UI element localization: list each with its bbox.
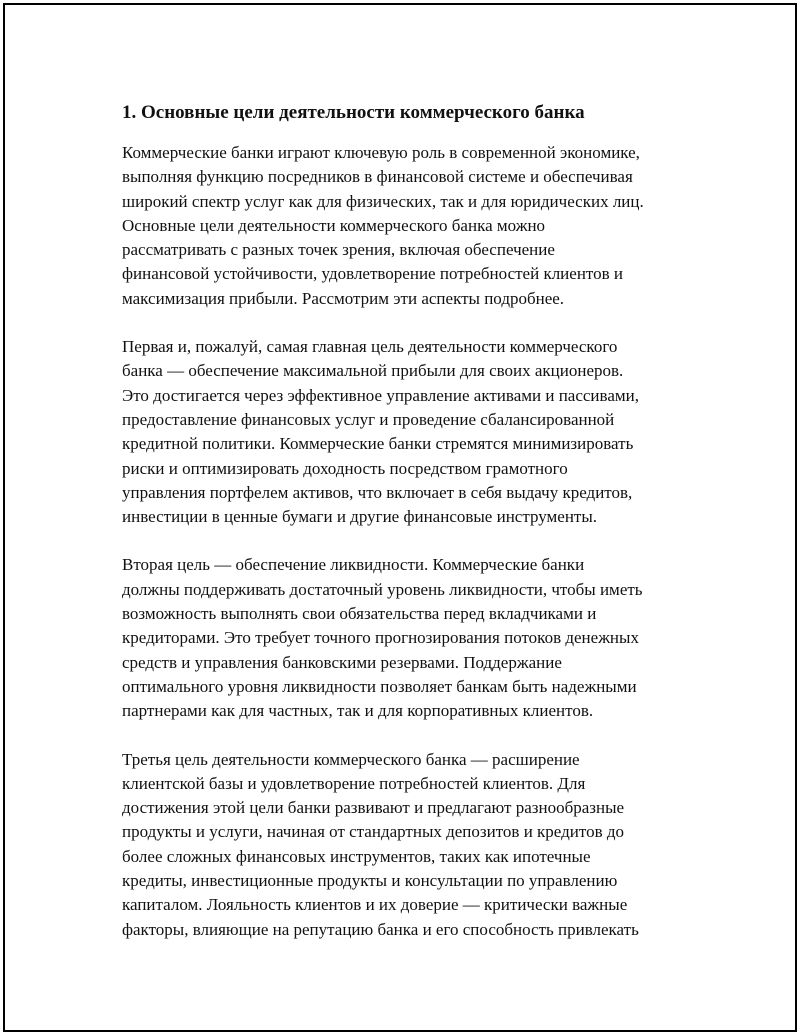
text-line: Это достигается через эффективное управление активами и пассивами, xyxy=(122,385,639,405)
text-line: Основные цели деятельности коммерческого банка можно xyxy=(122,215,546,235)
document-body xyxy=(122,101,697,966)
paragraph xyxy=(122,553,697,723)
text-line: кредитной политики. Коммерческие банки стремятся минимизировать xyxy=(122,434,634,454)
text-line: финансовой устойчивости, удовлетворение потребностей клиентов и xyxy=(122,264,624,284)
text-line: Первая и, пожалуй, самая главная цель деятельности коммерческого xyxy=(122,337,618,357)
text-line: кредиты, инвестиционные продукты и консультации по управлению xyxy=(122,871,618,891)
text-line: риски и оптимизировать доходность посредством грамотного xyxy=(122,458,568,478)
text-line: продукты и услуги, начиная от стандартных депозитов и кредитов до xyxy=(122,822,625,842)
paragraphs xyxy=(122,141,697,942)
text-line: оптимального уровня ликвидности позволяет банкам быть надежными xyxy=(122,676,637,696)
text-line: Коммерческие банки играют ключевую роль в современной экономике, xyxy=(122,143,640,162)
paragraph xyxy=(122,748,697,942)
text-line: капиталом. Лояльность клиентов и их доверие — критически важные xyxy=(122,895,628,915)
text-line: клиентской базы и удовлетворение потребностей клиентов. Для xyxy=(122,773,586,793)
paragraph xyxy=(122,335,697,529)
text-line: широкий спектр услуг как для физических, так и для юридических лиц. xyxy=(122,191,644,211)
text-line: максимизация прибыли. Рассмотрим эти аспекты подробнее. xyxy=(122,288,565,308)
text-line: средств и управления банковскими резервами. Поддержание xyxy=(122,652,562,672)
text-line: Третья цель деятельности коммерческого банка — расширение xyxy=(122,749,580,769)
page-frame xyxy=(3,3,797,1032)
text-line: кредиторами. Это требует точного прогнозирования потоков денежных xyxy=(122,628,639,648)
text-line: партнерами как для частных, так и для корпоративных клиентов. xyxy=(122,701,594,721)
section-heading: 1. Основные цели деятельности коммерческого банка xyxy=(122,102,585,123)
text-line: предоставление финансовых услуг и проведение сбалансированной xyxy=(122,409,615,429)
text-line: Вторая цель — обеспечение ликвидности. Коммерческие банки xyxy=(122,555,585,575)
text-line: должны поддерживать достаточный уровень ликвидности, чтобы иметь xyxy=(122,579,643,599)
text-line: факторы, влияющие на репутацию банка и его способность привлекать xyxy=(122,919,639,939)
paragraph xyxy=(122,141,697,311)
text-line: рассматривать с разных точек зрения, включая обеспечение xyxy=(122,240,555,260)
text-line: инвестиции в ценные бумаги и другие финансовые инструменты. xyxy=(122,507,598,527)
text-line: более сложных финансовых инструментов, таких как ипотечные xyxy=(122,846,591,866)
text-line: выполняя функцию посредников в финансовой системе и обеспечивая xyxy=(122,167,633,187)
text-line: управления портфелем активов, что включает в себя выдачу кредитов, xyxy=(122,482,633,502)
text-line: возможность выполнять свои обязательства перед вкладчиками и xyxy=(122,604,597,624)
text-line: банка — обеспечение максимальной прибыли для своих акционеров. xyxy=(122,361,624,381)
text-line: достижения этой цели банки развивают и предлагают разнообразные xyxy=(122,798,625,818)
